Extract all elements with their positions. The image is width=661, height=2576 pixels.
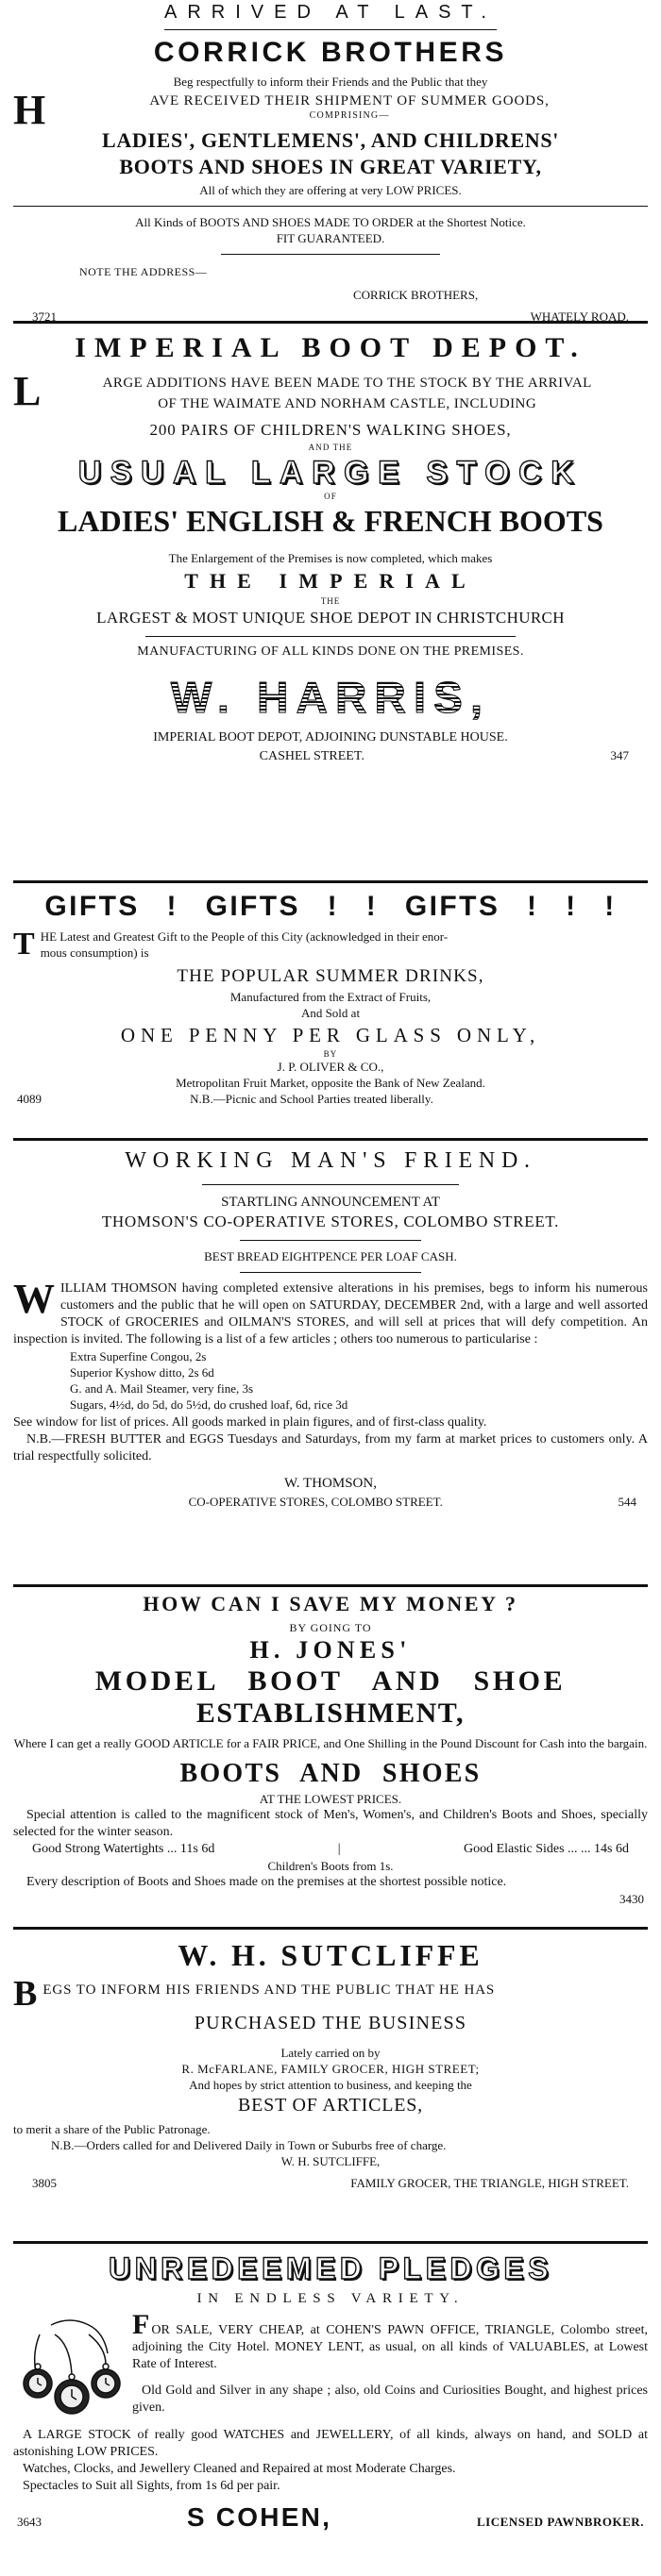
ad-line: All of which they are offering at very LOW PRICES. xyxy=(199,183,462,197)
divider xyxy=(240,1240,421,1241)
signature: W. H. SUTCLIFFE, xyxy=(280,2154,381,2168)
harris-logo: W. HARRIS, xyxy=(13,673,648,722)
ad-line: 200 PAIRS OF CHILDREN'S WALKING SHOES, xyxy=(149,421,512,439)
price-separator: | xyxy=(337,1842,341,1856)
ad-gifts xyxy=(13,883,648,1138)
ad-line: THOMSON'S CO-OPERATIVE STORES, COLOMBO STREET. xyxy=(101,1213,560,1230)
ad-line: N.B.—Picnic and School Parties treated liberally. xyxy=(190,1092,433,1106)
ad-line: to merit a share of the Public Patronage. xyxy=(13,2122,211,2136)
ad-line: N.B.—Orders called for and Delivered Daily in Town or Suburbs free of charge. xyxy=(51,2138,447,2152)
ad-line: R. McFARLANE, FAMILY GROCER, HIGH STREET; xyxy=(181,2062,480,2076)
ad-imperial-boot-depot xyxy=(13,324,648,880)
ad-line: BEST BREAD EIGHTPENCE PER LOAF CASH. xyxy=(204,1249,457,1263)
ad-line: Watches, Clocks, and Jewellery Cleaned and Repaired at most Moderate Charges. xyxy=(23,2462,456,2476)
ad-line: And hopes by strict attention to business, and keeping the xyxy=(189,2078,472,2092)
ad-line: H. JONES' xyxy=(249,1636,412,1664)
price-row xyxy=(13,1841,648,1858)
ad-line: THE IMPERIAL xyxy=(184,569,477,593)
ad-display-line: USUAL LARGE STOCK xyxy=(77,455,584,491)
ad-line: AT THE LOWEST PRICES. xyxy=(259,1792,402,1806)
ad-heading: IMPERIAL BOOT DEPOT. xyxy=(75,332,586,363)
ad-number: 4089 xyxy=(17,1092,42,1106)
ad-line: All Kinds of BOOTS AND SHOES MADE TO ORDER at the Shortest Notice. xyxy=(135,215,526,229)
firm-name: CORRICK BROTHERS xyxy=(153,37,508,68)
ad-heading: WORKING MAN'S FRIEND. xyxy=(125,1148,536,1173)
ad-display-line: ESTABLISHMENT, xyxy=(195,1698,466,1729)
ad-display-line: MODEL BOOT AND SHOE xyxy=(94,1665,567,1697)
price-right: Good Elastic Sides ... ... 14s 6d xyxy=(463,1842,629,1856)
drop-cap: H xyxy=(13,87,46,133)
ad-line: N.B.—FRESH BUTTER and EGGS Tuesdays and Saturdays, from my farm at market prices to customers only. A trial respectfully solicited. xyxy=(13,1432,648,1464)
ad-line: Special attention is called to the magnificent stock of Men's, Women's, and Children's Boots and Shoes, specially selected for the winter season. xyxy=(13,1808,648,1839)
ad-unredeemed-pledges xyxy=(13,2244,648,2576)
drop-cap: F xyxy=(132,2309,150,2340)
divider xyxy=(221,254,440,255)
ad-heading: W. H. SUTCLIFFE xyxy=(178,1938,483,1972)
address-name: CORRICK BROTHERS, xyxy=(353,288,479,302)
ad-number: 3430 xyxy=(619,1892,644,1906)
ad-line: BEST OF ARTICLES, xyxy=(238,2095,423,2116)
divider xyxy=(164,29,497,30)
ad-line: mous consumption) is xyxy=(40,945,149,960)
ad-heading: UNREDEEMED PLEDGES xyxy=(108,2251,553,2285)
ad-number: 347 xyxy=(610,748,629,762)
ad-line: FIT GUARANTEED. xyxy=(276,231,385,245)
ad-line: LADIES', GENTLEMENS', AND CHILDRENS' xyxy=(101,128,560,152)
ad-line: Where I can get a really GOOD ARTICLE for a FAIR PRICE, and One Shilling in the Pound Discount for Cash into the bargain. xyxy=(13,1736,648,1750)
ad-line: Children's Boots from 1s. xyxy=(267,1859,394,1873)
ad-number: 3721 xyxy=(32,309,57,321)
ad-line: LICENSED PAWNBROKER. xyxy=(476,2515,644,2529)
divider xyxy=(240,1272,421,1273)
list-item: Superior Kyshow ditto, 2s 6d xyxy=(70,1365,214,1380)
ad-line: OF THE WAIMATE AND NORHAM CASTLE, INCLUDING xyxy=(158,396,537,411)
drop-cap: T xyxy=(13,927,35,962)
ad-line: And Sold at xyxy=(300,1006,361,1020)
ad-line: IMPERIAL BOOT DEPOT, ADJOINING DUNSTABLE HOUSE. xyxy=(153,730,508,744)
ad-line: ONE PENNY PER GLASS ONLY, xyxy=(120,1024,541,1046)
ad-line: Lately carried on by xyxy=(280,2046,381,2060)
ad-subheading: IN ENDLESS VARIETY. xyxy=(196,2291,465,2306)
ad-line: CO-OPERATIVE STORES, COLOMBO STREET. xyxy=(188,1495,443,1509)
ad-line: AVE RECEIVED THEIR SHIPMENT OF SUMMER GOODS, xyxy=(149,93,550,109)
ad-line: See window for list of prices. All goods marked in plain figures, and of first-class quality. xyxy=(13,1415,487,1430)
divider xyxy=(13,206,648,207)
divider xyxy=(202,1184,459,1185)
ad-line: LARGEST & MOST UNIQUE SHOE DEPOT IN CHRISTCHURCH xyxy=(96,609,565,627)
ad-h-jones xyxy=(13,1587,648,1927)
ad-heading: ARRIVED AT LAST. xyxy=(164,2,497,23)
ad-line: THE POPULAR SUMMER DRINKS, xyxy=(177,966,484,986)
ad-paragraph xyxy=(13,87,648,133)
ad-line: Manufactured from the Extract of Fruits, xyxy=(229,990,432,1004)
ad-display-line: BOOTS AND SHOES xyxy=(179,1759,482,1788)
ad-line: CASHEL STREET. xyxy=(259,749,364,763)
address-note: NOTE THE ADDRESS— xyxy=(79,265,208,278)
ad-corrick-brothers xyxy=(13,0,648,321)
list-item: G. and A. Mail Steamer, very fine, 3s xyxy=(70,1381,254,1396)
ad-line: ARGE ADDITIONS HAVE BEEN MADE TO THE STOCK BY THE ARRIVAL xyxy=(102,376,592,391)
drop-cap: B xyxy=(13,1974,38,2014)
ad-line: J. P. OLIVER & CO., xyxy=(277,1060,384,1074)
ad-line: A LARGE STOCK of really good WATCHES and JEWELLERY, of all kinds, always on hand, and SOLD at astonishing LOW PRICES. xyxy=(13,2428,648,2459)
ad-heading: GIFTS ! GIFTS ! ! GIFTS ! ! ! xyxy=(44,891,617,922)
ad-small-word: OF xyxy=(324,492,337,501)
ad-heading: HOW CAN I SAVE MY MONEY ? xyxy=(143,1592,518,1615)
ad-sutcliffe xyxy=(13,1930,648,2241)
ad-number: 544 xyxy=(618,1495,636,1509)
ad-small-word: AND THE xyxy=(308,443,353,452)
ad-line: STARTLING ANNOUNCEMENT AT xyxy=(221,1195,440,1210)
ad-number: 3805 xyxy=(32,2176,57,2190)
ad-line: The Enlargement of the Premises is now completed, which makes xyxy=(168,551,493,565)
ad-line: Beg respectfully to inform their Friends and the Public that they xyxy=(173,75,488,89)
signature: W. THOMSON, xyxy=(284,1476,377,1491)
ad-display-line: LADIES' ENGLISH & FRENCH BOOTS xyxy=(58,504,603,538)
ad-line: PURCHASED THE BUSINESS xyxy=(194,2013,467,2033)
list-item: Extra Superfine Congou, 2s xyxy=(70,1349,207,1363)
address-street: WHATELY ROAD. xyxy=(530,309,629,321)
ad-line: FAMILY GROCER, THE TRIANGLE, HIGH STREET. xyxy=(350,2176,629,2190)
ad-paragraph: ILLIAM THOMSON having completed extensive alterations in his premises, begs to inform his numerous customers and the public that he will open on SATURDAY, DECEMBER 2nd, with a large and well assorted STOCK of GROCERIES and OILMAN'S STORES, and will sell at prices that will defy competition. An inspection is invited. The following is a list of a few articles ; others too numerous to particularise : xyxy=(13,1281,648,1347)
ad-paragraph: OR SALE, VERY CHEAP, at COHEN'S PAWN OFFICE, TRIANGLE, Colombo street, adjoining the City Hotel. MONEY LENT, as usual, on all kinds of VALUABLES, at Lowest Rate of Interest. xyxy=(132,2323,648,2371)
signature: S COHEN, xyxy=(186,2502,332,2532)
ad-line: Metropolitan Fruit Market, opposite the Bank of New Zealand. xyxy=(176,1076,485,1090)
divider xyxy=(145,636,516,637)
ad-line: HE Latest and Greatest Gift to the People of this City (acknowledged in their enor- xyxy=(40,929,449,944)
drop-cap: W xyxy=(13,1276,55,1322)
ad-number: 3643 xyxy=(17,2515,42,2529)
ad-line: Spectacles to Suit all Sights, from 1s 6d per pair. xyxy=(23,2479,280,2493)
ad-line: MANUFACTURING OF ALL KINDS DONE ON THE PREMISES. xyxy=(137,644,524,659)
ad-line: BY GOING TO xyxy=(289,1621,372,1634)
ad-working-mans-friend xyxy=(13,1141,648,1584)
list-item: Sugars, 4½d, do 5d, do 5½d, do crushed loaf, 6d, rice 3d xyxy=(70,1397,348,1412)
ad-line: Every description of Boots and Shoes made on the premises at the shortest possible notice. xyxy=(26,1875,507,1889)
drop-cap: L xyxy=(13,368,42,414)
ad-small-word: THE xyxy=(320,596,341,606)
ad-small-word: BY xyxy=(323,1049,338,1059)
ad-line: Old Gold and Silver in any shape ; also, old Coins and Curiosities Bought, and highest prices given. xyxy=(132,2384,648,2415)
ad-line: EGS TO INFORM HIS FRIENDS AND THE PUBLIC THAT HE HAS xyxy=(42,1982,496,1998)
ad-line: COMPRISING— xyxy=(309,110,390,121)
pocket-watches-illustration xyxy=(13,2316,127,2427)
price-left: Good Strong Watertights ... 11s 6d xyxy=(32,1842,215,1856)
ad-line: BOOTS AND SHOES IN GREAT VARIETY, xyxy=(119,155,542,178)
